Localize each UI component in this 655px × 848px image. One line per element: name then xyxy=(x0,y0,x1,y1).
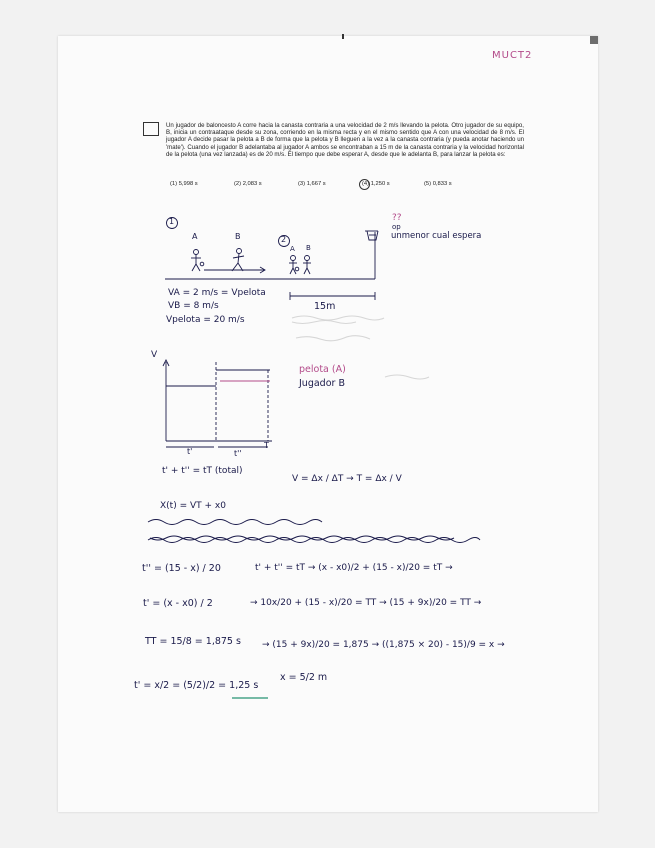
eq-t1: t' = (x - x0) / 2 xyxy=(143,598,213,609)
eq-total-time: TT = 15/8 = 1,875 s xyxy=(145,636,241,647)
eq-final-answer: t' = x/2 = (5/2)/2 = 1,25 s xyxy=(134,680,259,691)
scene-1-label: 1 xyxy=(169,217,175,226)
eq-times: t' + t'' = tT (total) xyxy=(162,466,243,476)
eq-step: → 10x/20 + (15 - x)/20 = TT → (15 + 9x)/20 = TT → xyxy=(250,598,482,608)
velocity-b: VB = 8 m/s xyxy=(168,301,219,311)
side-note-text: unmenor cual espera xyxy=(391,231,482,241)
answer-option-3[interactable]: (3) 1,667 s xyxy=(298,181,326,187)
graph-v-label: V xyxy=(151,350,158,360)
answer-option-1[interactable]: (1) 5,998 s xyxy=(170,181,198,187)
player-a-label: A xyxy=(192,232,198,241)
eq-sum: t' + t'' = tT → (x - x0)/2 + (15 - x)/20 = tT → xyxy=(255,563,453,573)
eq-t2: t'' = (15 - x) / 20 xyxy=(142,563,221,574)
problem-statement: Un jugador de baloncesto A corre hacia la canasta contraria a una velocidad de 2 m/s llevando la pelota. Otro jugador de su equipo, B, inicia un contraataque desde su zona, corriendo en la misma recta y en el mismo sentido que A con una velocidad de 8 m/s. El jugador A decide pasar la pelota a B de forma que la pelota y B lleguen a la vez a la canasta contraria (y pueda anotar haciendo un 'mate'). Cuando el jugador B adelantaba al jugador A ambos se encontraban a 15 m de la canasta contraria y la velocidad horizontal de la pelota (una vez lanzada) es de 20 m/s. El tiempo que debe esperar A, desde que le adelanta B, para lanzar la pelota es: xyxy=(166,122,524,158)
player-a-label-2: A xyxy=(290,245,295,253)
answer-option-4[interactable]: (4) 1,250 s xyxy=(362,181,390,187)
distance-label: 15m xyxy=(314,301,336,312)
answer-option-2[interactable]: (2) 2,083 s xyxy=(234,181,262,187)
velocity-a: VA = 2 m/s = Vpelota xyxy=(168,288,266,298)
eq-position: X(t) = VT + x0 xyxy=(160,501,226,511)
eq-velocity: V = Δx / ΔT → T = Δx / V xyxy=(292,474,402,484)
scene-2-label: 2 xyxy=(281,235,287,244)
graph-t1-label: t' xyxy=(187,447,193,456)
eq-x-result: x = 5/2 m xyxy=(280,672,328,683)
side-note-questions: ?? xyxy=(392,213,402,223)
graph-T-label: T xyxy=(264,441,269,450)
velocity-ball: Vpelota = 20 m/s xyxy=(166,315,245,325)
answer-option-5[interactable]: (5) 0,833 s xyxy=(424,181,452,187)
side-note-op: op xyxy=(392,223,401,231)
legend-player-b: Jugador B xyxy=(299,378,345,389)
legend-ball: pelota (A) xyxy=(299,364,346,375)
eq-solve: → (15 + 9x)/20 = 1,875 → ((1,875 × 20) - 15)/9 = x → xyxy=(262,640,505,650)
player-b-label-2: B xyxy=(306,244,311,252)
graph-t2-label: t'' xyxy=(234,449,242,458)
player-b-label: B xyxy=(235,232,241,241)
page-code: MUCT2 xyxy=(492,50,533,61)
